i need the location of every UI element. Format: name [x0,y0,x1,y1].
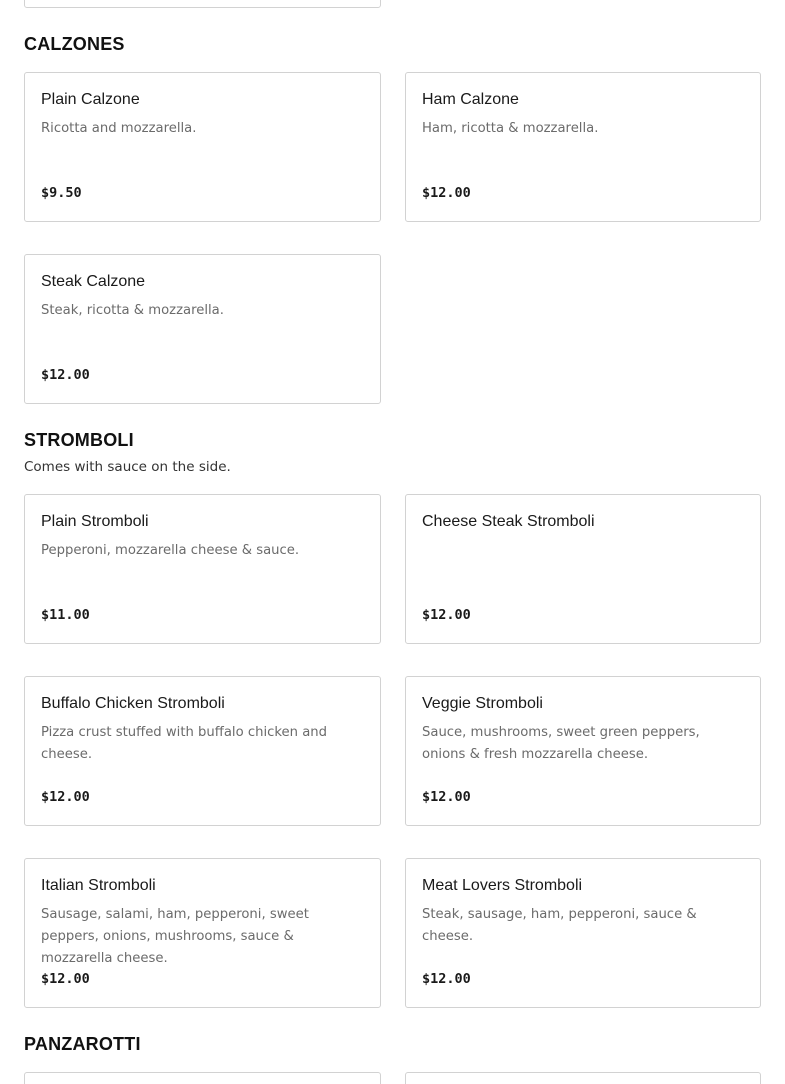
menu-item-description: Pizza crust stuffed with buffalo chicken and cheese. [41,725,328,762]
menu-item-description: Sauce, mushrooms, sweet green peppers, onions & fresh mozzarella cheese. [422,725,700,762]
section-title-stromboli: STROMBOLI [24,430,134,450]
menu-item-card[interactable] [24,254,381,404]
menu-item-card[interactable] [24,676,381,826]
menu-item-card[interactable] [24,72,381,222]
menu-item-price: $9.50 [41,185,82,201]
menu-item-description: Ricotta and mozzarella. [41,121,197,136]
menu-item-card[interactable] [405,494,761,644]
menu-item-card[interactable] [405,72,761,222]
menu-item-card-partial[interactable] [24,1072,381,1084]
menu-item-name: Steak Calzone [41,273,146,290]
menu-item-name: Cheese Steak Stromboli [422,513,595,530]
menu-item-price: $12.00 [41,789,90,805]
menu-item-description: Pepperoni, mozzarella cheese & sauce. [41,543,300,558]
menu-item-description: Sausage, salami, ham, pepperoni, sweet peppers, onions, mushrooms, sauce & mozzarella cheese. [41,907,309,966]
menu-item-price: $12.00 [422,185,471,201]
menu-item-price: $12.00 [422,971,471,987]
menu-item-card-partial[interactable] [24,0,381,8]
section-title-calzones: CALZONES [24,34,125,54]
section-title-panzarotti: PANZAROTTI [24,1034,141,1054]
menu-item-price: $12.00 [41,971,90,987]
menu-item-card[interactable] [24,494,381,644]
menu-item-price: $12.00 [41,367,90,383]
menu-item-name: Buffalo Chicken Stromboli [41,695,225,712]
menu-item-description: Ham, ricotta & mozzarella. [422,121,599,136]
menu-item-description: Steak, ricotta & mozzarella. [41,303,224,318]
menu-item-card[interactable] [405,858,761,1008]
menu-item-description: Steak, sausage, ham, pepperoni, sauce & cheese. [422,907,697,944]
menu-item-name: Plain Calzone [41,91,140,108]
menu-item-card-partial[interactable] [405,1072,761,1084]
menu-item-price: $12.00 [422,789,471,805]
menu-item-name: Italian Stromboli [41,877,156,894]
menu-item-name: Meat Lovers Stromboli [422,877,583,894]
section-description-stromboli: Comes with sauce on the side. [24,459,231,475]
menu-item-card[interactable] [405,676,761,826]
menu-item-card[interactable] [24,858,381,1008]
menu-item-price: $12.00 [422,607,471,623]
menu-item-name: Veggie Stromboli [422,695,543,712]
menu-item-name: Plain Stromboli [41,513,149,530]
menu-item-name: Ham Calzone [422,91,519,108]
menu-item-price: $11.00 [41,607,90,623]
